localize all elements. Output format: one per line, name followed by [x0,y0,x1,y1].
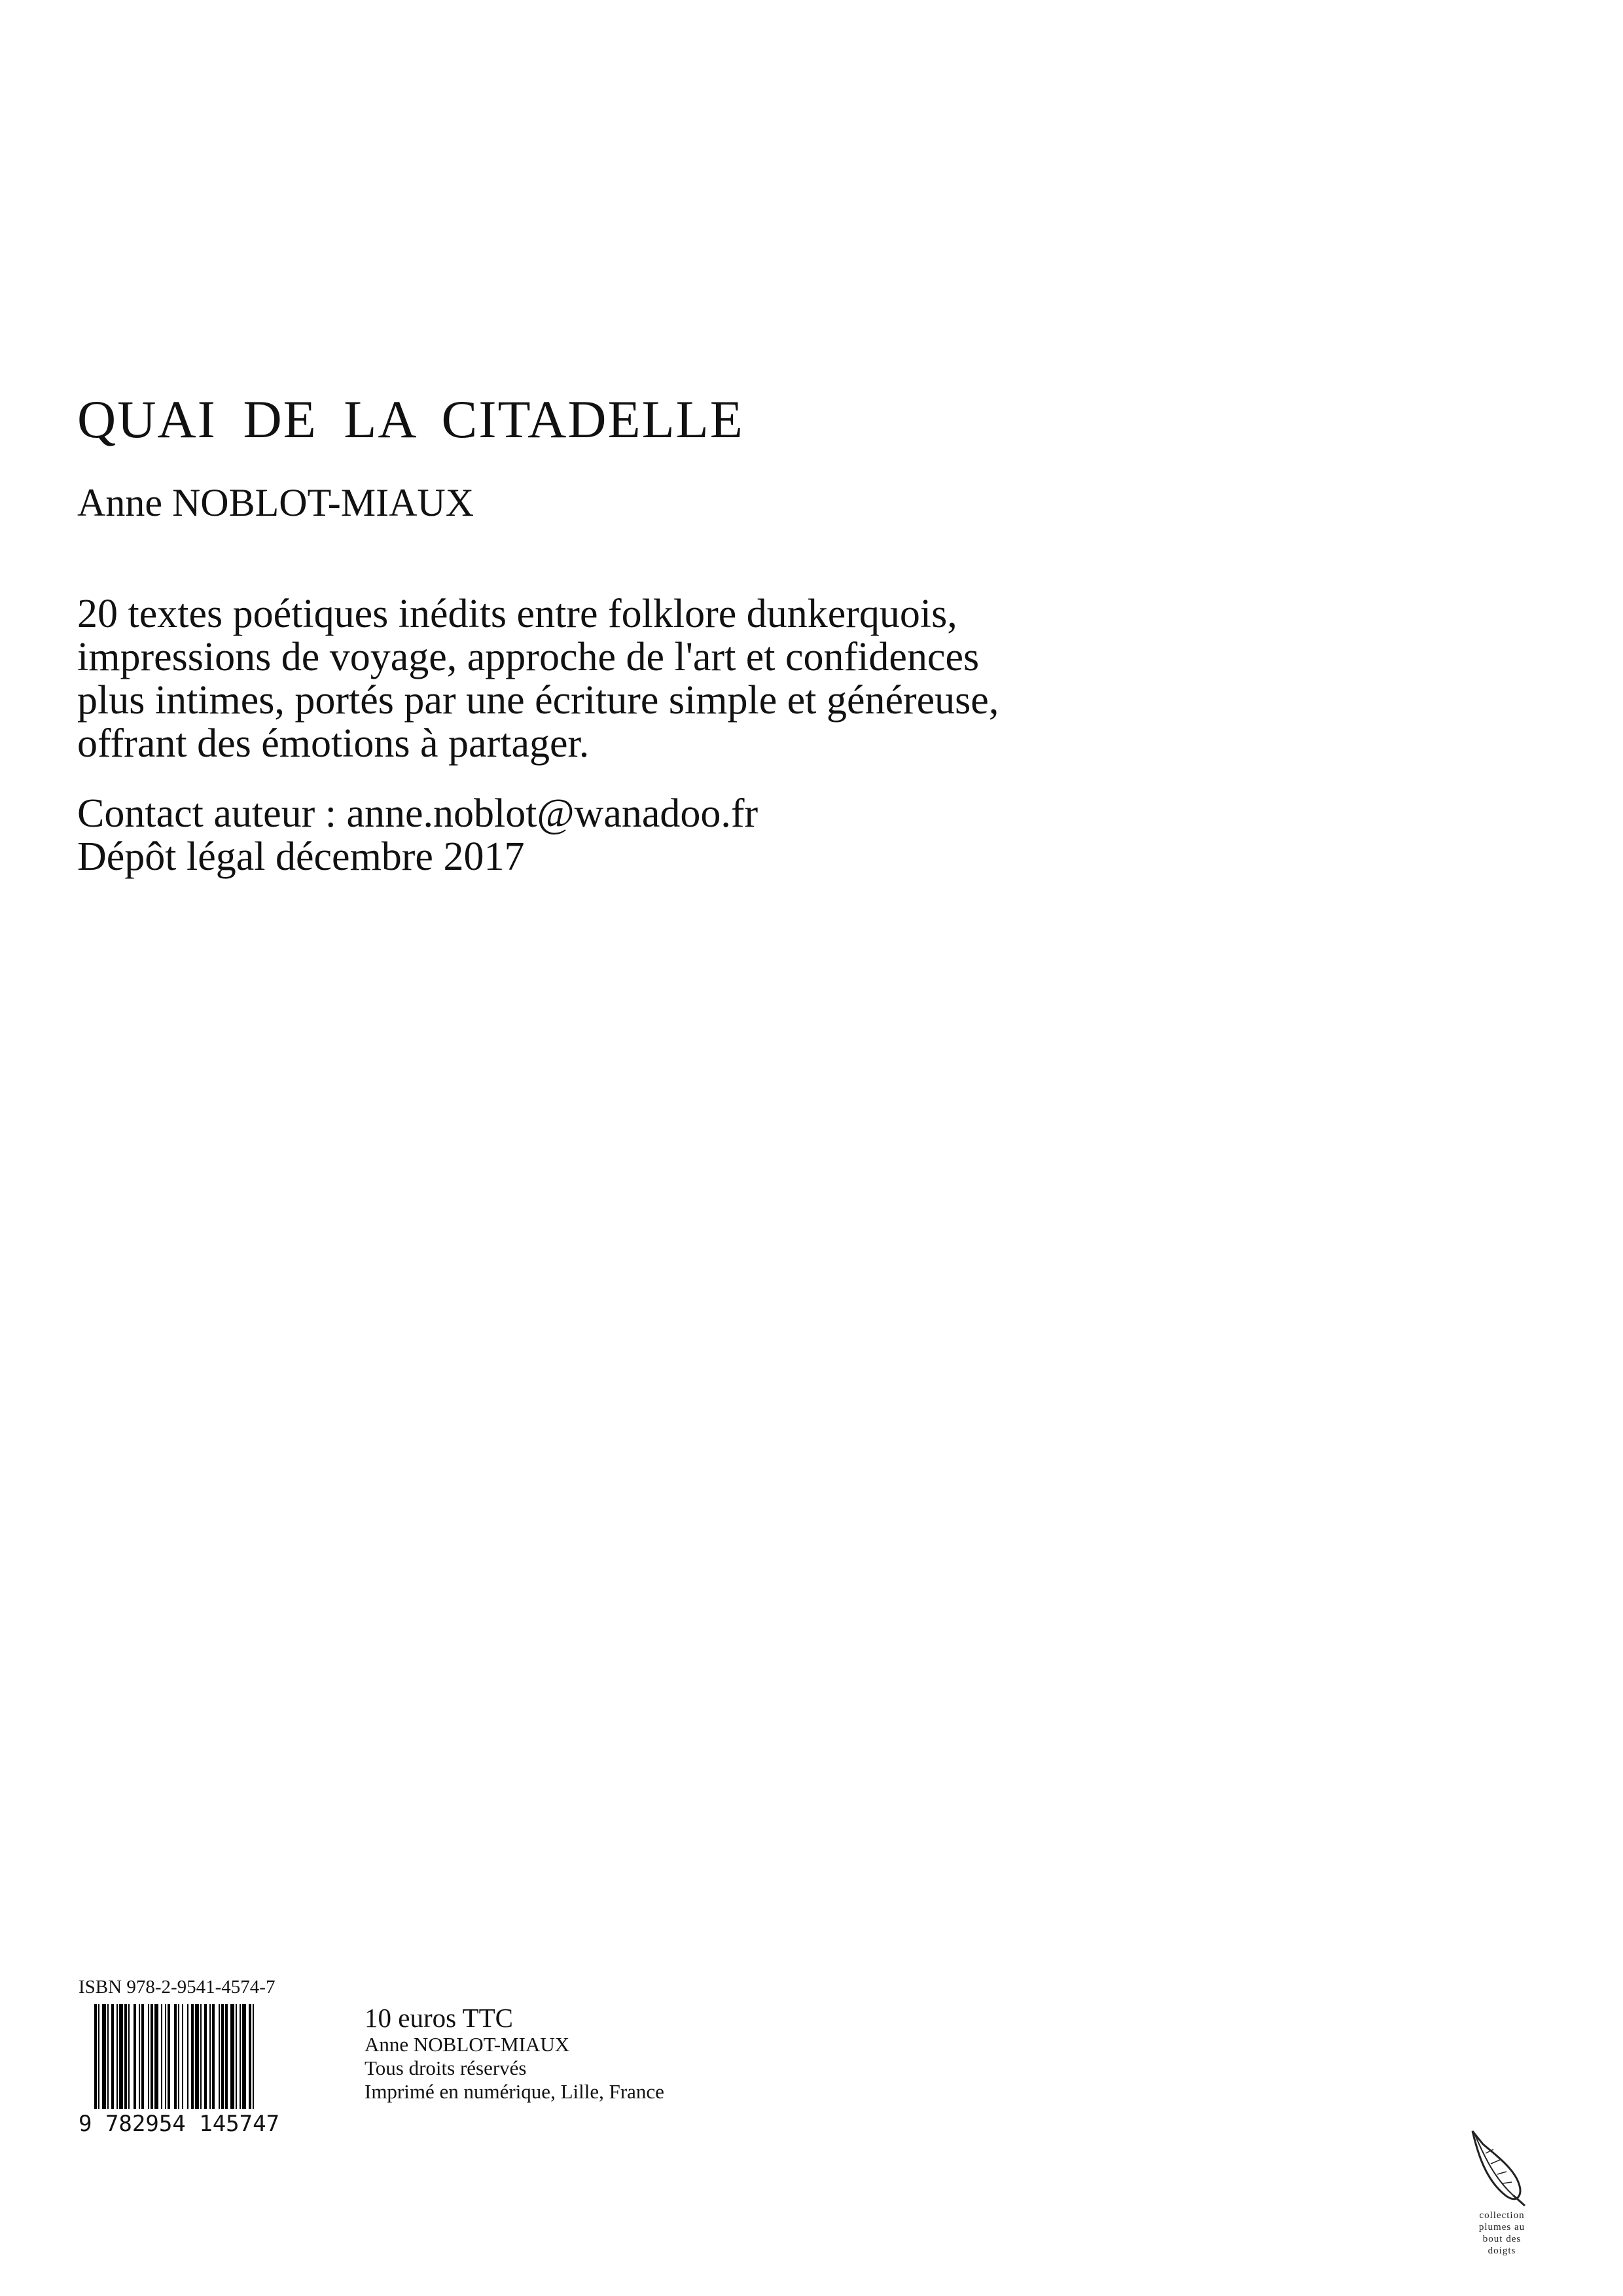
printer-notice: Imprimé en numérique, Lille, France [365,2080,664,2103]
barcode-bar [124,2004,127,2109]
rights-notice: Tous droits réservés [365,2056,527,2079]
barcode-bar [204,2004,207,2109]
barcode-bar [230,2004,234,2109]
barcode-bar [94,2004,97,2109]
imprint-author: Anne NOBLOT-MIAUX [365,2033,570,2056]
barcode-bar [134,2004,136,2109]
author-name: Anne NOBLOT-MIAUX [77,481,474,524]
collection-logo-text [1453,2210,1551,2257]
barcode-bar [148,2004,149,2109]
barcode-bar [165,2004,166,2109]
barcode-bar [212,2004,215,2109]
barcode-bar [187,2004,188,2109]
barcode-bar [219,2004,220,2109]
barcode-bar [174,2004,177,2109]
blurb [77,592,1386,765]
blurb-line: plus intimes, portés par une écriture simple et généreuse, [77,678,999,723]
barcode-bar [191,2004,194,2109]
barcode-bar [154,2004,158,2109]
barcode-bar [200,2004,202,2109]
imprint-block [365,2003,664,2104]
barcode-bar [102,2004,106,2109]
contact-line: Contact auteur : anne.noblot@wanadoo.fr [77,791,758,836]
barcode-bar [141,2004,144,2109]
blurb-line: 20 textes poétiques inédits entre folklore dunkerquois, [77,592,957,636]
barcode-bar [221,2004,224,2109]
barcode-bar [107,2004,109,2109]
barcode-bar [182,2004,183,2109]
logo-line: collection [1479,2210,1525,2221]
barcode-bar [139,2004,140,2109]
barcode-bar [225,2004,228,2109]
barcode-bar [240,2004,241,2109]
barcode-digits [79,2108,326,2140]
barcode-bar [128,2004,130,2109]
logo-line: doigts [1488,2246,1516,2256]
barcode-bar [242,2004,246,2109]
logo-line: plumes au [1478,2222,1525,2233]
barcode-bar [178,2004,179,2109]
legal-deposit: Dépôt légal décembre 2017 [77,834,525,879]
barcode-bar [116,2004,118,2109]
contact-block [77,792,758,878]
barcode-bar [161,2004,162,2109]
logo-line: bout des [1482,2234,1522,2244]
blurb-line: impressions de voyage, approche de l'art et confidences [77,635,980,679]
barcode-bar [119,2004,123,2109]
barcode-number: 9 782954 145747 [79,2111,280,2137]
barcode-bar [253,2004,254,2109]
blurb-line: offrant des émotions à partager. [77,721,590,766]
barcode-bar [111,2004,114,2109]
barcode-bar [195,2004,199,2109]
feather-quill-icon [1459,2127,1544,2284]
barcode-bar [209,2004,211,2109]
isbn-label: ISBN 978-2-9541-4574-7 [79,1977,276,1998]
barcode-bar [98,2004,99,2109]
barcode-bar [236,2004,237,2109]
barcode-bar [151,2004,153,2109]
price: 10 euros TTC [365,2003,514,2033]
barcode-bar [168,2004,170,2109]
barcode-bar [249,2004,251,2109]
book-title: QUAI DE LA CITADELLE [77,389,744,449]
